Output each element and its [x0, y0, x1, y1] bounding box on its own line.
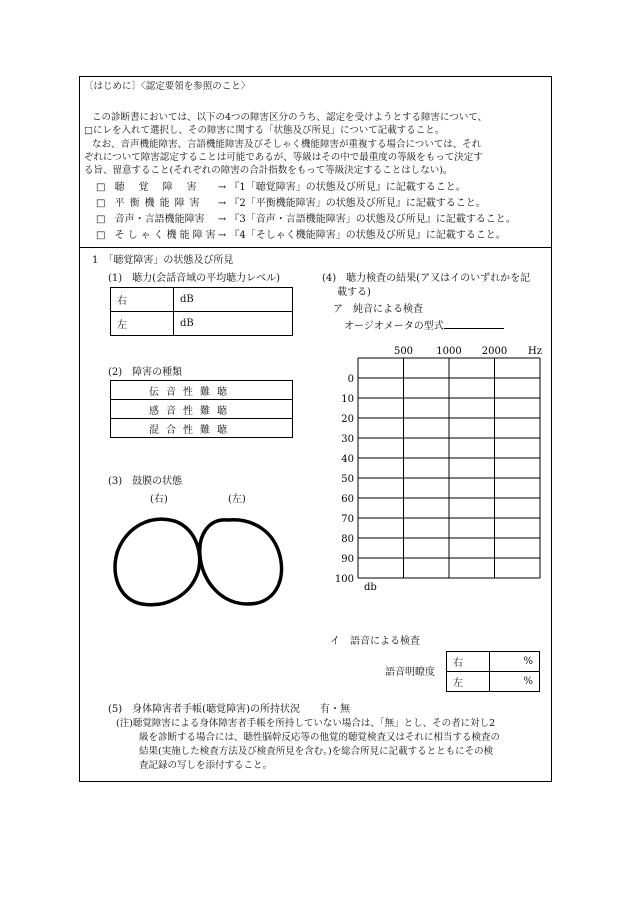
checkbox[interactable]: □	[96, 214, 106, 225]
note-line2: 級を診断する場合には、聴性脳幹反応等の他覚的聴覚検査又はそれに相当する検査の	[139, 732, 501, 743]
option-text: 『2「平衡機能障害」の状態及び所見』に記載すること。	[229, 198, 486, 209]
db-unit: dB	[180, 294, 194, 305]
speech-clarity-label: 語音明瞭度	[385, 667, 435, 678]
loss-type-table	[110, 380, 293, 438]
db-tick-label: 30	[341, 434, 354, 445]
arrow-icon: →	[217, 230, 227, 241]
note-line1: (注)聴覚障害による身体障害者手帳を所持していない場合は、「無」とし、その者に対し2	[116, 718, 496, 729]
speech-right-field[interactable]	[490, 652, 540, 672]
speech-test-heading: イ 語音による検査	[330, 636, 420, 647]
freq-tick-label: 2000	[481, 346, 508, 357]
audiogram	[330, 340, 550, 620]
hearing-level-title: (1) 聴力(会話音域の平均聴力レベル)	[108, 273, 280, 284]
handbook-status: (5) 身体障害者手帳(聴覚障害)の所持状況 有・無	[108, 704, 350, 715]
arrow-icon: →	[217, 182, 227, 193]
intro-para2-line2: ぞれについて障害認定することは可能であるが、等級はその中で最重度の等級をもって決定す	[84, 152, 483, 163]
eardrum-left-label: (左)	[228, 494, 246, 505]
db-tick-label: 0	[347, 374, 354, 385]
audiometer-type-field[interactable]	[344, 318, 504, 333]
loss-type-mixed[interactable]: 混合性難聴	[111, 419, 293, 438]
checkbox[interactable]: □	[96, 198, 106, 209]
percent: %	[523, 656, 533, 667]
loss-type-title: (2) 障害の種類	[108, 367, 183, 378]
note-line3: 結果(実施した検査方法及び検査所見を含む。)を総合所見に記載するとともにその検	[139, 746, 494, 757]
freq-tick-label: 1000	[436, 346, 462, 357]
arrow-icon: →	[217, 198, 227, 209]
test-results-title-line1: (4) 聴力検査の結果(ア又はイのいずれかを記	[322, 273, 531, 284]
loss-type-sensorineural[interactable]: 感音性難聴	[111, 400, 293, 419]
checkbox[interactable]: □	[96, 230, 106, 241]
speech-left-field[interactable]	[490, 672, 540, 692]
option-row-chewing[interactable]	[96, 229, 506, 242]
intro-para2-line1: なお、音声機能障害、言語機能障害及びそしゃく機能障害が重複する場合については、それ	[92, 139, 482, 150]
left-db-field[interactable]	[174, 312, 293, 336]
intro-para1-line1: この診断書においては、以下の4つの障害区分のうち、認定を受けようとする障害について、	[92, 112, 488, 123]
freq-tick-label: 500	[393, 346, 414, 357]
option-text: 『3「音声・言語機能障害」の状態及び所見』に記載すること。	[229, 214, 516, 225]
option-row-voice[interactable]	[96, 213, 516, 226]
db-tick-label: 50	[341, 474, 354, 485]
pure-tone-heading: ア 純音による検査	[333, 304, 423, 315]
arrow-icon: →	[217, 214, 227, 225]
right-db-field[interactable]	[174, 288, 293, 312]
option-text: 『1「聴覚障害」の状態及び所見』に記載すること。	[229, 182, 466, 193]
checkbox[interactable]: □	[96, 182, 106, 193]
db-tick-label: 70	[341, 514, 354, 525]
section-divider	[79, 247, 552, 248]
eardrum-right-outline	[115, 519, 200, 605]
db-tick-label: 90	[341, 554, 354, 565]
db-tick-label: 100	[334, 574, 354, 585]
percent: %	[523, 676, 533, 687]
db-tick-label: 80	[341, 534, 354, 545]
hearing-level-table	[110, 287, 293, 336]
intro-para1-line2: □にレを入れて選択し、その障害に関する「状態及び所見」について記載すること。	[84, 125, 445, 136]
left-label: 左	[111, 312, 174, 336]
freq-tick-label: Hz	[528, 346, 542, 357]
audiometer-type-label: オージオメータの型式	[344, 321, 444, 332]
option-text: 『4「そしゃく機能障害」の状態及び所見』に記載すること。	[229, 230, 506, 241]
right-label: 右	[111, 288, 174, 312]
loss-type-conductive[interactable]: 伝音性難聴	[111, 381, 293, 400]
eardrum-drawing	[108, 512, 293, 612]
db-unit-label: db	[364, 582, 377, 593]
db-tick-label: 10	[341, 394, 354, 405]
speech-left-label: 左	[447, 672, 490, 692]
db-tick-label: 40	[341, 454, 354, 465]
db-tick-label: 20	[341, 414, 354, 425]
option-row-balance[interactable]	[96, 197, 486, 210]
section1-title: 1 「聴覚障害」の状態及び所見	[92, 255, 234, 266]
test-results-title-line2: 載する)	[337, 287, 371, 298]
eardrum-title: (3) 鼓膜の状態	[108, 476, 183, 487]
option-label: そしゃく機能障害	[114, 230, 219, 241]
option-row-hearing[interactable]	[96, 181, 466, 194]
speech-clarity-table	[446, 651, 540, 692]
note-line4: 査記録の写しを添付すること。	[139, 760, 273, 771]
option-label: 聴覚障害	[114, 182, 211, 193]
intro-heading: 〔はじめに〕〈認定要領を参照のこと〉	[84, 81, 251, 92]
db-tick-label: 60	[341, 494, 354, 505]
db-unit: dB	[180, 318, 194, 329]
option-label: 平衡機能障害	[114, 198, 205, 209]
eardrum-right-label: (右)	[150, 494, 168, 505]
eardrum-left-outline	[200, 520, 282, 604]
intro-para2-line3: る旨、留意すること(それぞれの障害の合計指数をもって等級決定することはしない)。	[84, 165, 453, 176]
speech-right-label: 右	[447, 652, 490, 672]
option-label: 音声・言語機能障害	[114, 214, 205, 225]
